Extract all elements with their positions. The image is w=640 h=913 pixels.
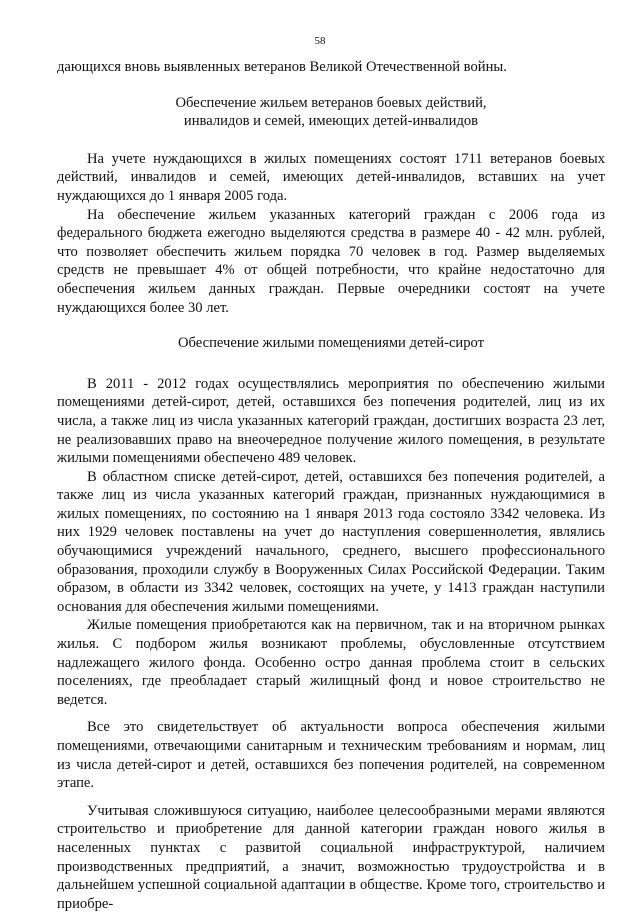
paragraph: В 2011 - 2012 годах осуществлялись мероприятия по обеспечению жилыми помещениями детей-сирот, детей, оставшихся без попечения родителей, лиц из их числа, а также лиц из числа указанных категорий граждан, достигших возраста 23 лет, не реализовавших право на внеочередное получение жилого помещения, в результате жилыми помещениями обеспечено 489 человек. bbox=[57, 375, 605, 467]
section-heading-line-1: Обеспечение жильем ветеранов боевых действий, bbox=[175, 94, 487, 111]
section-heading-line-2: инвалидов и семей, имеющих детей-инвалидов bbox=[183, 113, 479, 130]
paragraph: Учитывая сложившуюся ситуацию, наиболее целесообразными мерами являются строительство и приобретение для данной категории граждан нового жилья в населенных пунктах с развитой социальной инфраструктурой, наличием производственных предприятий, а значит, возможностью трудоустройства и в дальнейшем успешной социальной адаптации в обществе. Кроме того, строительство и приобре- bbox=[57, 802, 605, 912]
page-number: 58 bbox=[314, 35, 326, 47]
paragraph: На обеспечение жильем указанных категорий граждан с 2006 года из федерального бюджета ежегодно выделяются средства в размере 40 - 42 млн. рублей, что позволяет обеспечить жильем порядка 70 человек в год. Размер выделяемых средств не превышает 4% от общей потребности, что крайне недостаточно для обеспечения жильем данных граждан. Первые очередники состоят на учете нуждающихся более 30 лет. bbox=[57, 206, 605, 316]
section-veterans bbox=[57, 94, 605, 318]
section-heading: Обеспечение жилыми помещениями детей-сирот bbox=[177, 335, 485, 352]
paragraph: На учете нуждающихся в жилых помещениях состоят 1711 ветеранов боевых действий, инвалидов и семей, имеющих детей-инвалидов, вставших на учет нуждающихся до 1 января 2005 года. bbox=[57, 150, 605, 204]
intro-line: дающихся вновь выявленных ветеранов Великой Отечественной войны. bbox=[57, 59, 507, 75]
section-orphans bbox=[57, 334, 605, 913]
paragraph: В областном списке детей-сирот, детей, оставшихся без попечения родителей, а также лиц из числа указанных категорий граждан, признанных нуждающимися в жилых помещениях, по состоянию на 1 января 2013 года состояло 3342 человека. Из них 1929 человек поставлены на учет до наступления совершеннолетия, являлись обучающимися учреждений начального, среднего, высшего профессионального образования, проходили службу в Вооруженных Силах Российской Федерации. Таким образом, в области из 3342 человек, состоящих на учете, у 1413 граждан наступили основания для обеспечения жилыми помещениями. bbox=[57, 468, 605, 615]
paragraph: Все это свидетельствует об актуальности вопроса обеспечения жилыми помещениями, отвечающими санитарным и техническим требованиям и нормам, лиц из числа детей-сирот и детей, оставшихся без попечения родителей, на современном этапе. bbox=[57, 719, 605, 792]
paragraph: Жилые помещения приобретаются как на первичном, так и на вторичном рынках жилья. С подбором жилья возникают проблемы, обусловленные отсутствием надлежащего жилого фонда. Особенно остро данная проблема стоит в сельских поселениях, где преобладает старый жилищный фонд и новое строительство не ведется. bbox=[57, 617, 605, 708]
document-body bbox=[57, 58, 605, 913]
